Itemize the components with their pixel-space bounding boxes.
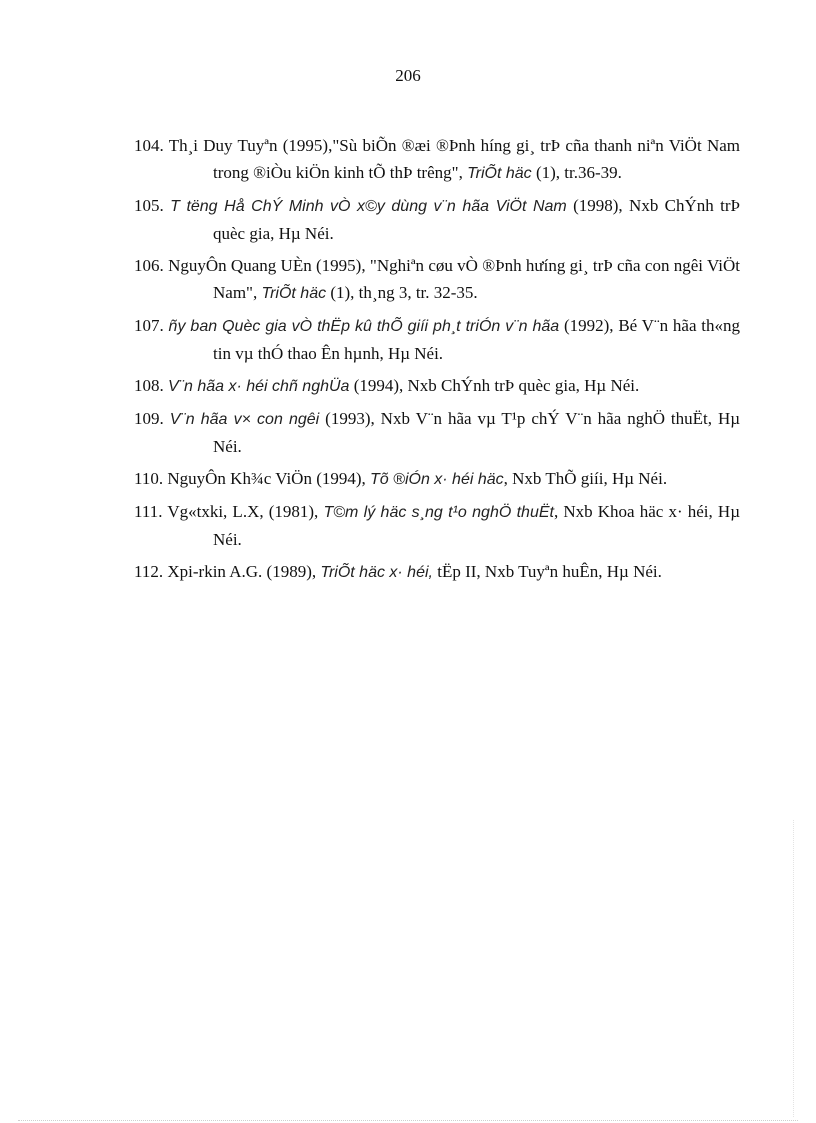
reference-part: (1), th¸ng 3, tr. 32-35. — [326, 283, 478, 302]
reference-item — [134, 312, 740, 367]
reference-title: T tëng Hå ChÝ Minh vÒ x©y dùng v¨n hãa ViÖt Nam — [170, 198, 567, 215]
reference-part: tËp II, Nxb Tuyªn huÊn, Hµ Néi. — [432, 562, 662, 581]
reference-text — [168, 256, 740, 302]
reference-part: Vg«txki, L.X, (1981), — [167, 502, 324, 521]
reference-title: V¨n hãa x· héi chñ nghÜa — [168, 378, 350, 395]
reference-text — [167, 469, 667, 488]
reference-part: NguyÔn Kh¾c ViÖn (1994), — [167, 469, 371, 488]
page-edge-dotted-line — [18, 1120, 798, 1121]
reference-text — [167, 502, 740, 549]
reference-item — [134, 498, 740, 553]
reference-title: ñy ban Quèc gia vÒ thËp kû thÕ giíi ph¸t triÓn v¨n hãa — [168, 318, 560, 335]
reference-text — [169, 136, 740, 182]
reference-number: 104. — [134, 136, 164, 155]
reference-title: TriÕt häc x· héi, — [320, 564, 433, 581]
page-edge-dotted-line-vertical — [793, 820, 794, 1117]
reference-item — [134, 372, 740, 400]
reference-title: T©m lý häc s¸ng t¹o nghÖ thuËt — [323, 504, 554, 521]
reference-item — [134, 405, 740, 460]
reference-text — [170, 196, 740, 243]
reference-number: 112. — [134, 562, 164, 581]
reference-item — [134, 192, 740, 247]
reference-part: Xpi-rkin A.G. (1989), — [167, 562, 321, 581]
reference-list — [134, 132, 740, 591]
reference-part: NguyÔn Quang UÈn (1995), "Nghiªn cøu vÒ ®Þnh hưíng gi¸ trÞ cña con ngêi ViÖt Nam", — [168, 256, 741, 302]
reference-title: TriÕt häc — [467, 165, 532, 182]
reference-item — [134, 132, 740, 187]
reference-part: (1992), Bé V¨n hãa th«ng tin vµ thÓ thao Ên hµnh, Hµ Néi. — [213, 316, 741, 363]
reference-item — [134, 252, 740, 307]
reference-part: (1993), Nxb V¨n hãa vµ T¹p chÝ V¨n hãa nghÖ thuËt, Hµ Néi. — [213, 409, 741, 456]
reference-number: 106. — [134, 256, 164, 275]
reference-part: Th¸i Duy Tuyªn (1995),"Sù biÕn ®æi ®Þnh híng gi¸ trÞ cña thanh niªn ViÖt Nam trong ®iÒu kiÖn kinh tÕ thÞ trêng", — [168, 136, 740, 182]
reference-part: , Nxb Khoa häc x· héi, Hµ Néi. — [213, 502, 740, 549]
reference-number: 105. — [134, 196, 164, 215]
reference-number: 109. — [134, 409, 164, 428]
reference-number: 111. — [134, 502, 163, 521]
reference-title: TriÕt häc — [261, 285, 327, 302]
reference-part: , Nxb ThÕ giíi, Hµ Néi. — [503, 469, 668, 488]
reference-title: Tõ ®iÓn x· héi häc — [370, 471, 504, 488]
reference-text — [169, 316, 740, 363]
reference-part: (1), tr.36-39. — [531, 163, 622, 182]
reference-text — [168, 376, 639, 395]
reference-item — [134, 558, 740, 586]
reference-item — [134, 465, 740, 493]
reference-part: (1998), Nxb ChÝnh trÞ quèc gia, Hµ Néi. — [213, 196, 740, 243]
reference-text — [170, 409, 740, 456]
reference-number: 108. — [134, 376, 164, 395]
reference-number: 110. — [134, 469, 164, 488]
reference-part: (1994), Nxb ChÝnh trÞ quèc gia, Hµ Néi. — [349, 376, 640, 395]
page-number: 206 — [395, 66, 421, 85]
reference-number: 107. — [134, 316, 164, 335]
reference-text — [167, 562, 662, 581]
reference-title: V¨n hãa v× con ngêi — [169, 411, 320, 428]
